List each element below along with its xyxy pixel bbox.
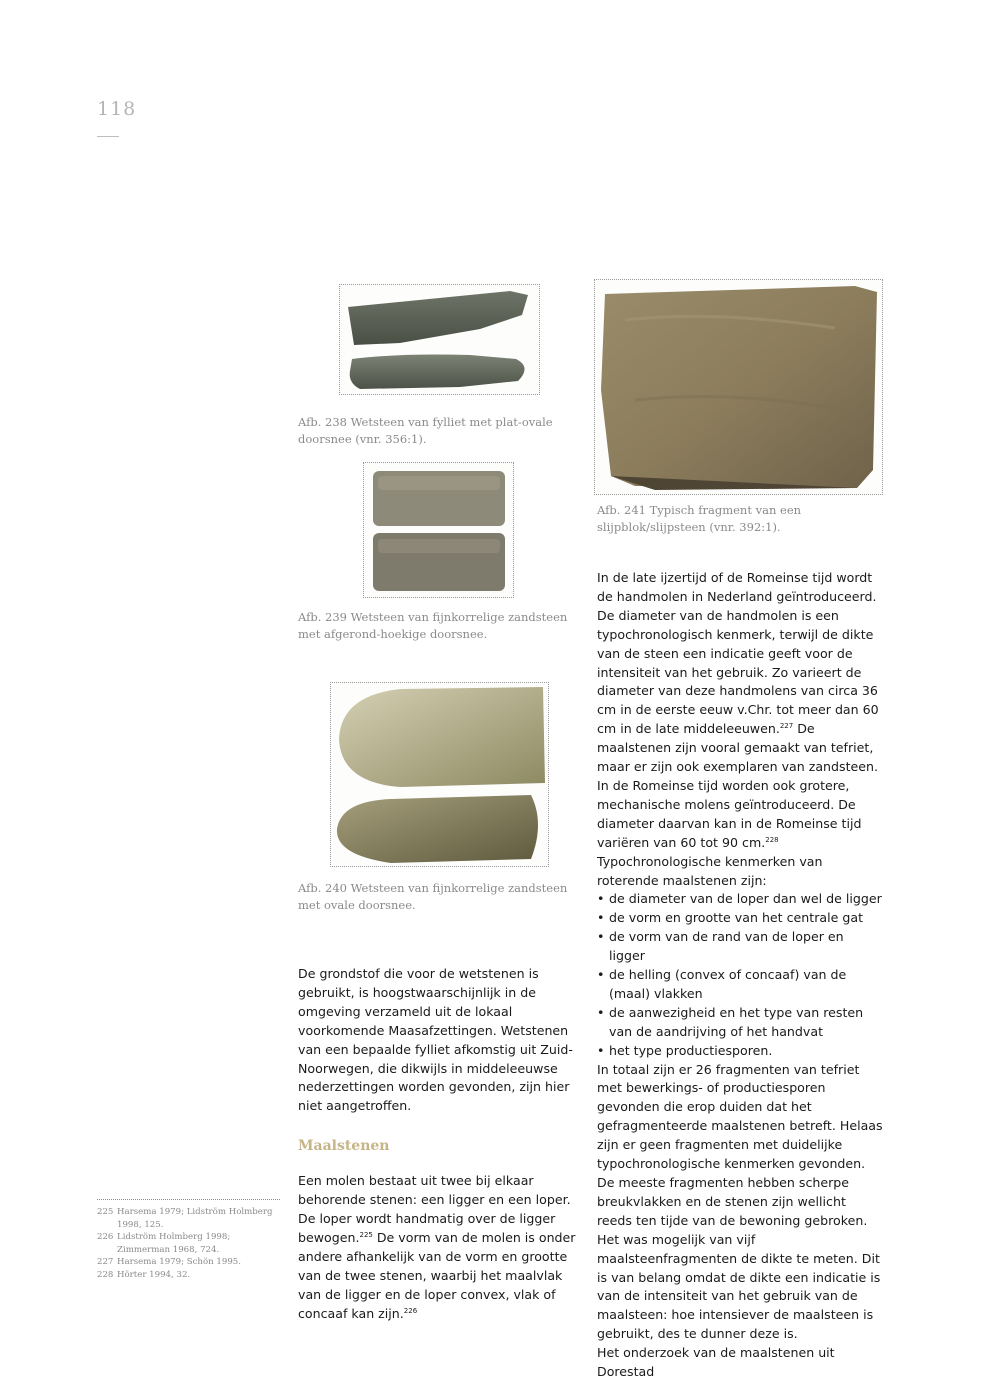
grinding-block-fragment-image <box>595 280 882 494</box>
footnote-226: 226 Lidström Holmberg 1998; Zimmerman 1968, 724. <box>97 1232 231 1255</box>
whetstone-sandstone-angular-image <box>364 463 513 597</box>
figure-238-image <box>339 284 540 395</box>
whetstone-sandstone-oval-image <box>331 683 548 866</box>
footnotes <box>97 1206 280 1281</box>
figure-239-image <box>363 462 514 598</box>
list-item: • de aanwezigheid en het type van resten van de aandrijving of het handvat <box>597 1004 883 1042</box>
left-paragraph-1: De grondstof die voor de wetstenen is gebruikt, is hoogstwaarschijnlijk in de omgeving verzameld uit de lokaal voorkomende Maasafzettingen. Wetstenen van een bepaalde fylliet afkomstig uit Zuid-Noorwegen, die dikwijls in middeleeuwse nederzettingen worden gevonden, zijn hier niet aangetroffen. <box>298 966 573 1114</box>
figure-239-caption: Afb. 239 Wetsteen van fijnkorrelige zandsteen met afgerond-hoekige doorsnee. <box>298 610 568 641</box>
whetstone-phyllite-image <box>340 285 539 394</box>
page-number: 118 <box>97 98 137 120</box>
left-column <box>298 965 582 1324</box>
footnote-divider <box>97 1199 280 1200</box>
footnote-ref-228[interactable]: 228 <box>765 835 779 844</box>
right-paragraph-5: Het was mogelijk van vijf maalsteenfragmenten de dikte te meten. Dit is van belang omdat de dikte een indicatie is van de intensiteit van het gebruik van de maalsteen: hoe intensiever de maalsteen is gebruikt, des te dunner deze is. <box>597 1231 881 1342</box>
section-heading-maalstenen: Maalstenen <box>298 1138 390 1155</box>
figure-240-caption: Afb. 240 Wetsteen van fijnkorrelige zandsteen met ovale doorsnee. <box>298 881 568 912</box>
right-paragraph-2: In de Romeinse tijd worden ook grotere, mechanische molens geïntroduceerd. De diameter daarvan kan in de Romeinse tijd variëren van 60 tot 90 cm.$^{228}$ <box>597 777 862 850</box>
right-paragraph-1: In de late ijzertijd of de Romeinse tijd wordt de handmolen in Nederland geïntroduceerd. De diameter van de handmolen is een typochronologisch kenmerk, terwijl de dikte van de steen een indicatie geeft voor de intensiteit van het gebruik. Zo varieert de diameter van deze handmolens van circa 36 cm in de eerste eeuw v.Chr. tot meer dan 60 cm in de late middeleeuwen.$^{227}$ De maalstenen zijn vooral gemaakt van tefriet, maar er zijn ook exemplaren van zandsteen. <box>597 570 879 775</box>
footnote-227: 227 Harsema 1979; Schön 1995. <box>97 1257 242 1267</box>
figure-240-image <box>330 682 549 867</box>
footnote-ref-227[interactable]: 227 <box>779 722 794 731</box>
figure-238-caption: Afb. 238 Wetsteen van fylliet met plat-ovale doorsnee (vnr. 356:1). <box>298 415 553 446</box>
list-item: • de helling (convex of concaaf) van de (maal) vlakken <box>597 966 883 1004</box>
left-paragraph-2: Een molen bestaat uit twee bij elkaar behorende stenen: een ligger en een loper. De loper wordt handmatig over de ligger bewogen.$^{225}$ De vorm van de molen is onder andere afhankelijk van de vorm en grootte van de twee stenen, waarbij het maalvlak van de ligger en de loper convex, vlak of concaaf kan zijn.$^{226}$ <box>298 1173 576 1321</box>
figure-241-caption: Afb. 241 Typisch fragment van een slijpblok/slijpsteen (vnr. 392:1). <box>597 503 802 534</box>
list-item: • de vorm van de rand van de loper en ligger <box>597 928 883 966</box>
footnote-ref-226[interactable]: 226 <box>403 1306 418 1315</box>
figure-241-image <box>594 279 883 495</box>
right-column <box>597 569 883 1382</box>
list-item: • het type productiesporen. <box>597 1042 883 1061</box>
list-item: • de diameter van de loper dan wel de ligger <box>597 890 883 909</box>
typochronological-features-list <box>597 890 883 1060</box>
right-paragraph-6: Het onderzoek van de maalstenen uit Dorestad <box>597 1345 835 1380</box>
right-paragraph-3: Typochronologische kenmerken van roterende maalstenen zijn: <box>597 853 823 888</box>
footnote-ref-225[interactable]: 225 <box>359 1230 373 1239</box>
page-number-rule <box>97 136 119 137</box>
footnote-225: 225 Harsema 1979; Lidström Holmberg 1998, 125. <box>97 1207 273 1230</box>
right-paragraph-4: In totaal zijn er 26 fragmenten van tefriet met bewerkings- of productiesporen gevonden die erop duiden dat het gefragmenteerde maalstenen betreft. Helaas zijn er geen fragmenten met duidelijke typochronologische kenmerken gevonden. De meeste fragmenten hebben scherpe breukvlakken en de stenen zijn wellicht reeds ten tijde van de bewoning gebroken. <box>597 1061 883 1228</box>
list-item: • de vorm en grootte van het centrale gat <box>597 909 883 928</box>
footnote-228: 228 Hörter 1994, 32. <box>97 1269 191 1280</box>
